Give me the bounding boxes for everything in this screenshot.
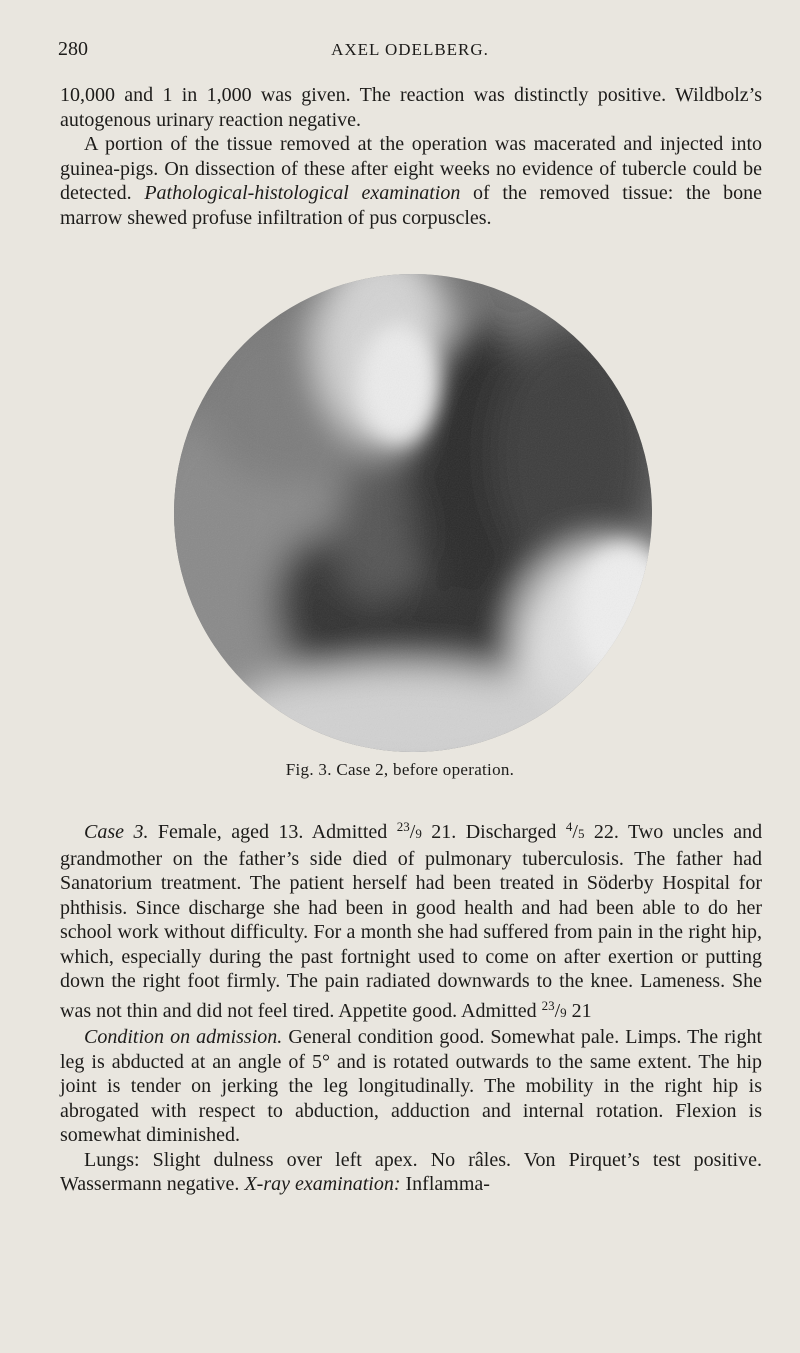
admitted-day: 23 xyxy=(396,819,410,834)
family-history: Two uncles and grandmother on the father’s side died of pulmonary tuberculosis. The father had Sanatorium treatment. The patient herself had been treated in Söderby Hospital for phthisis. Since discharge she had been in good health and had been able to do her school work without difficulty. For a month she had suffered from pain in the right hip, which, especially during the past fortnight used to come on after exertion or putting down the right foot firmly. The pain radiated downwards to the knee. Lameness. She was not thin and did not feel tired. Appetite good. Admitted xyxy=(60,821,763,1022)
xray-heading: X-ray examination: xyxy=(244,1173,401,1195)
xray-text: Inflamma- xyxy=(405,1173,490,1195)
histology-heading: Pathological-histological examination xyxy=(144,182,461,204)
case-3-block xyxy=(60,815,762,1197)
condition-heading: Condition on admission. xyxy=(84,1026,283,1048)
running-head: AXEL ODELBERG. xyxy=(331,40,489,59)
discharged-year: 22. xyxy=(593,821,619,843)
xray-image xyxy=(174,274,652,752)
admitted2-day: 23 xyxy=(541,997,555,1013)
admitted-month: 9 xyxy=(415,826,422,841)
case-label: Case 3. xyxy=(84,821,149,843)
admitted2-year: 21 xyxy=(571,999,592,1022)
lungs-text: Lungs: Slight dulness over left apex. No râles. Von Pirquet’s test positive. Wassermann negative. xyxy=(60,1148,762,1195)
histology-text: of the removed tissue: the bone marrow shewed profuse infiltration of pus corpuscles. xyxy=(60,182,763,229)
page-header xyxy=(58,38,762,68)
discharged-label: Discharged xyxy=(465,821,557,843)
page-number: 280 xyxy=(58,38,88,60)
figure-caption: Fig. 3. Case 2, before operation. xyxy=(285,760,515,779)
admitted-year: 21. xyxy=(431,821,457,843)
condition-paragraph xyxy=(60,1025,762,1148)
lungs-paragraph xyxy=(60,1148,762,1197)
discharged-day: 4 xyxy=(565,819,573,834)
paragraph-guinea-pigs xyxy=(60,132,762,230)
case-3-history: Case 3. Female, aged 13. Admitted $^{23}$/9 21. Discharged $^4$/5 22. Two uncles and grandmother on the father’s side died of pulmonary tuberculosis. The father had Sanatorium treatment. The patient herself had been treated in Söderby Hospital for phthisis. Since discharge she had been in good health and had been able to do her school work without difficulty. For a month she had suffered from pain in the right hip, which, especially during the past fortnight used to come on after exertion or putting down the right foot firmly. The pain radiated downwards to the knee. Lameness. She was not thin and did not feel tired. Appetite good. Admitted $^{23}$/9 21 xyxy=(60,819,763,1022)
admitted2-month: 9 xyxy=(560,1004,567,1020)
case-intro: Female, aged 13. Admitted xyxy=(157,821,388,843)
discharged-month: 5 xyxy=(577,826,585,841)
xray-figure xyxy=(174,274,652,752)
paragraph-reaction: 10,000 and 1 in 1,000 was given. The reaction was distinctly positive. Wildbolz’s autogenous urinary reaction negative. xyxy=(60,84,762,131)
guinea-pig-text: A portion of the tissue removed at the operation was macerated and injected into guinea-pigs. On dissection of these after eight weeks no evidence of tubercle could be detected. xyxy=(60,133,762,204)
condition-text: General condition good. Somewhat pale. Limps. The right leg is abducted at an angle of 5° and is rotated outwards to the same extent. The hip joint is tender on jerking the leg longitudinally. The mobility in the right hip is abrogated with respect to abduction, adduction and internal rotation. Flexion is somewhat diminished. xyxy=(60,1026,763,1146)
top-text-block xyxy=(60,83,762,230)
